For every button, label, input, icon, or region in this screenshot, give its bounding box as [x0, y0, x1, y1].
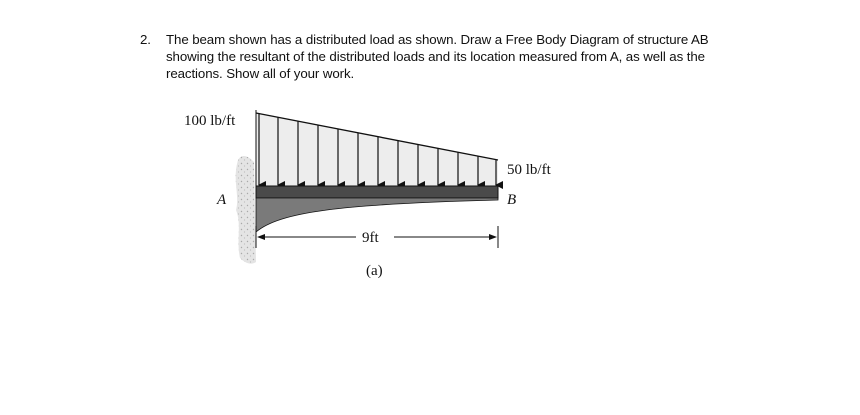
load-left-label: 100 lb/ft — [184, 113, 236, 129]
dimension-arrowhead-right — [489, 234, 497, 240]
question-line-1: The beam shown has a distributed load as shown. Draw a Free Body Diagram of structure AB — [166, 32, 709, 47]
wall-support — [236, 156, 256, 264]
point-b-label: B — [507, 192, 517, 208]
dimension-arrowhead-left — [257, 234, 265, 240]
question-number: 2. — [140, 32, 151, 47]
load-right-label: 50 lb/ft — [507, 162, 551, 178]
question-line-2: showing the resultant of the distributed loads and its location measured from A, as well as the — [166, 49, 705, 64]
load-shading — [256, 113, 498, 186]
span-label: 9ft — [362, 230, 379, 246]
point-a-label: A — [217, 192, 227, 208]
beam — [256, 186, 498, 198]
figure-caption: (a) — [366, 263, 383, 279]
deflection-curve — [256, 198, 498, 232]
question-line-3: reactions. Show all of your work. — [166, 66, 355, 81]
